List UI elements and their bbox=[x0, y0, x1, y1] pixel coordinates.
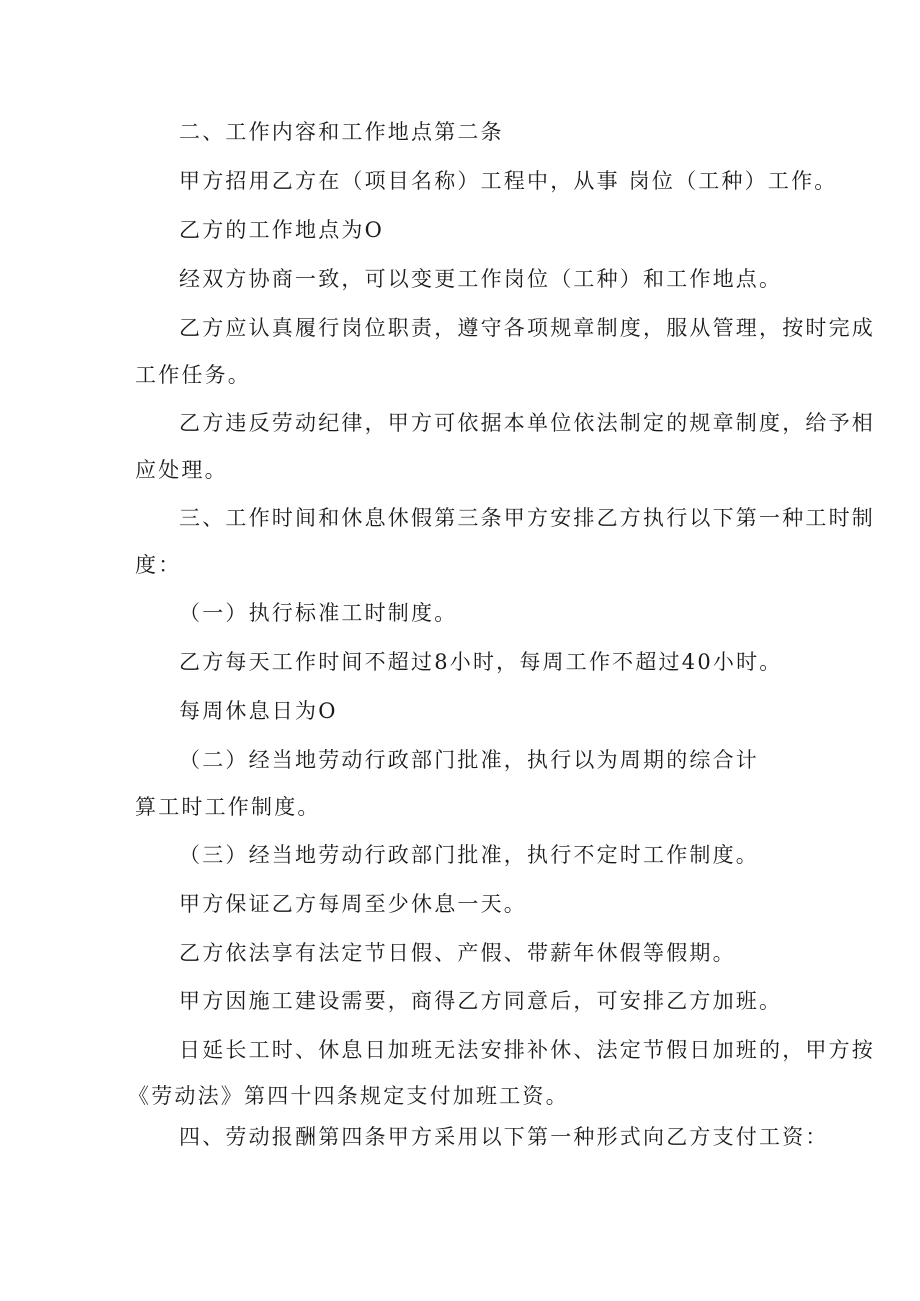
paragraph-line: 甲方招用乙方在（项目名称）工程中，从事 岗位（工种）工作。 bbox=[179, 169, 838, 193]
paragraph-line: 算工时工作制度。 bbox=[135, 795, 321, 819]
paragraph-line: （一）执行标准工时制度。 bbox=[179, 601, 458, 625]
paragraph-line: 乙方应认真履行岗位职责，遵守各项规章制度，服从管理，按时完成 bbox=[179, 316, 875, 340]
paragraph-line: 应处理。 bbox=[135, 458, 228, 482]
paragraph-line: 甲方因施工建设需要，商得乙方同意后，可安排乙方加班。 bbox=[179, 989, 783, 1013]
paragraph-line: 工作任务。 bbox=[135, 363, 251, 387]
paragraph-line: 乙方违反劳动纪律，甲方可依据本单位依法制定的规章制度，给予相 bbox=[179, 411, 875, 435]
paragraph-line: 乙方每天工作时间不超过8小时，每周工作不超过40小时。 bbox=[179, 650, 783, 674]
section-heading-3: 三、工作时间和休息休假第三条甲方安排乙方执行以下第一种工时制 bbox=[179, 506, 875, 530]
section-heading-4: 四、劳动报酬第四条甲方采用以下第一种形式向乙方支付工资： bbox=[179, 1125, 829, 1149]
paragraph-line: 乙方的工作地点为O bbox=[179, 218, 385, 242]
paragraph-line: 《劳动法》第四十四条规定支付加班工资。 bbox=[128, 1084, 569, 1108]
paragraph-line: 甲方保证乙方每周至少休息一天。 bbox=[179, 892, 527, 916]
paragraph-line: 每周休息日为O bbox=[179, 699, 338, 723]
paragraph-line: 乙方依法享有法定节日假、产假、带薪年休假等假期。 bbox=[179, 941, 736, 965]
paragraph-line: 度： bbox=[135, 553, 182, 577]
paragraph-line: 日延长工时、休息日加班无法安排补休、法定节假日加班的，甲方按 bbox=[179, 1038, 875, 1062]
paragraph-line: （三）经当地劳动行政部门批准，执行不定时工作制度。 bbox=[179, 843, 759, 867]
paragraph-line: （二）经当地劳动行政部门批准，执行以为周期的综合计 bbox=[179, 748, 759, 772]
section-heading-2: 二、工作内容和工作地点第二条 bbox=[179, 120, 504, 144]
paragraph-line: 经双方协商一致，可以变更工作岗位（工种）和工作地点。 bbox=[179, 267, 783, 291]
